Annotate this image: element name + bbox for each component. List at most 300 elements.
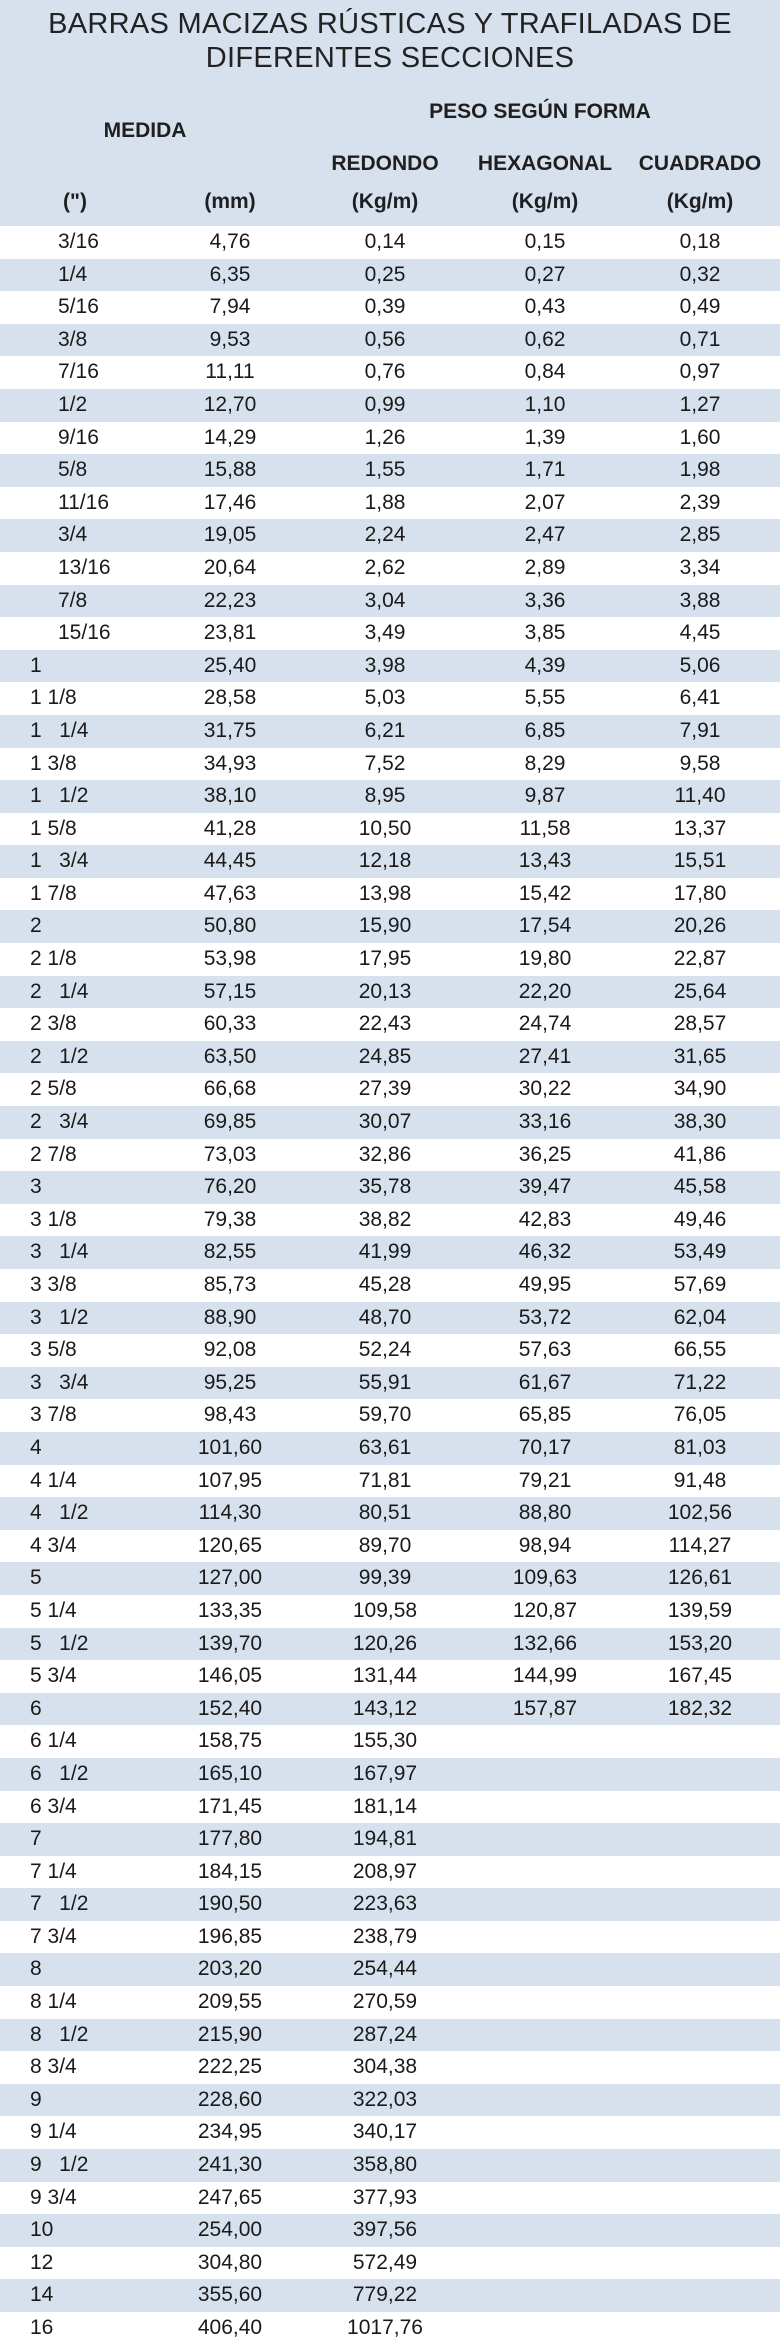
cell-mm: 95,25 [203,1370,257,1394]
table-title-line-2: DIFERENTES SECCIONES [205,42,575,74]
cell-redondo: 287,24 [352,2022,418,2046]
table-row [0,1465,780,1498]
cell-cuadrado: 17,80 [673,881,727,905]
cell-redondo: 238,79 [352,1924,418,1948]
cell-inches: 5 1/4 [30,1598,77,1622]
cell-mm: 152,40 [197,1696,263,1720]
cell-mm: 47,63 [203,881,257,905]
cell-inches: 1 7/8 [30,881,77,905]
cell-inches: 9 1/2 [30,2153,89,2177]
unit-kgm-cuadrado-header: (Kg/m) [666,190,734,213]
cell-inches: 8 1/2 [30,2022,89,2046]
cell-cuadrado: 2,39 [679,490,721,514]
cell-inches: 15/16 [58,621,111,645]
cell-cuadrado: 5,06 [679,653,721,677]
cell-hexagonal: 8,29 [524,751,566,775]
cell-cuadrado: 0,71 [679,327,721,351]
cell-inches: 4 [30,1435,42,1459]
cell-cuadrado: 7,91 [679,718,721,742]
cell-hexagonal: 17,54 [518,914,572,938]
table-row [0,748,780,781]
cell-mm: 85,73 [203,1273,257,1296]
cell-redondo: 572,49 [352,2250,418,2274]
cell-inches: 5 [30,1566,42,1590]
cell-mm: 222,25 [197,2055,263,2079]
cell-mm: 247,65 [197,2185,263,2209]
cell-redondo: 3,98 [364,653,406,677]
cell-redondo: 1017,76 [347,2316,423,2339]
cell-redondo: 1,88 [364,490,406,514]
cell-cuadrado: 1,27 [679,392,721,416]
medida-header: MEDIDA [103,119,187,142]
cell-inches: 5/8 [58,458,88,482]
cell-mm: 215,90 [197,2022,263,2046]
table-row [0,389,780,422]
cell-mm: 15,88 [203,458,257,482]
table-row [0,813,780,846]
cell-inches: 9 1/4 [30,2120,77,2144]
cell-redondo: 35,78 [358,1175,412,1199]
cell-inches: 9 3/4 [30,2185,77,2209]
table-row [0,1986,780,2019]
cell-hexagonal: 65,85 [518,1403,572,1427]
cell-cuadrado: 126,61 [667,1566,733,1590]
cell-hexagonal: 0,62 [524,327,566,351]
cell-redondo: 0,99 [364,392,406,416]
cell-redondo: 3,04 [364,588,406,612]
cell-cuadrado: 28,57 [673,1012,727,1036]
table-row [0,1562,780,1595]
cell-mm: 98,43 [203,1403,257,1427]
cell-cuadrado: 167,45 [667,1664,733,1688]
cell-mm: 60,33 [203,1012,257,1036]
cell-inches: 4 1/2 [30,1501,89,1525]
cell-cuadrado: 2,85 [679,523,721,547]
table-row [0,1171,780,1204]
cell-hexagonal: 4,39 [524,653,566,677]
cell-hexagonal: 0,15 [524,230,566,253]
cell-cuadrado: 57,69 [673,1273,727,1296]
cell-hexagonal: 0,84 [524,360,566,384]
table-row [0,2247,780,2280]
cell-redondo: 10,50 [358,816,412,840]
table-row [0,1497,780,1530]
table-row [0,1432,780,1465]
table-row [0,2279,780,2312]
cell-hexagonal: 30,22 [518,1077,572,1101]
cell-mm: 20,64 [203,555,257,579]
table-row [0,617,780,650]
cell-inches: 1 3/4 [30,849,89,873]
cell-hexagonal: 0,27 [524,262,566,286]
cell-hexagonal: 13,43 [518,849,572,873]
cell-inches: 3/8 [58,327,88,351]
cell-redondo: 1,55 [364,458,406,482]
cell-mm: 139,70 [197,1631,263,1655]
table-row [0,1302,780,1335]
cell-mm: 165,10 [197,1761,263,1785]
cell-inches: 3/4 [58,523,88,547]
cell-cuadrado: 0,32 [679,262,721,286]
cell-redondo: 63,61 [358,1435,412,1459]
cell-hexagonal: 132,66 [512,1631,578,1655]
table-row [0,1791,780,1824]
cell-redondo: 2,24 [364,523,406,547]
cell-mm: 57,15 [203,979,257,1003]
table-row [0,585,780,618]
cell-hexagonal: 98,94 [518,1533,572,1557]
peso-segun-forma-header: PESO SEGÚN FORMA [429,100,651,123]
cell-redondo: 0,56 [364,327,406,351]
cell-mm: 196,85 [197,1924,263,1948]
cell-inches: 4 3/4 [30,1533,77,1557]
cell-redondo: 304,38 [352,2055,418,2079]
table-row [0,1628,780,1661]
cell-redondo: 71,81 [358,1468,412,1492]
cell-hexagonal: 5,55 [524,686,566,710]
cell-inches: 3/16 [58,230,99,253]
cell-inches: 7 3/4 [30,1924,77,1948]
table-row [0,1008,780,1041]
cell-inches: 3 3/8 [30,1273,77,1296]
table-row [0,2116,780,2149]
cell-cuadrado: 45,58 [673,1175,727,1199]
cell-cuadrado: 0,18 [679,230,721,253]
cell-cuadrado: 13,37 [673,816,727,840]
cell-redondo: 0,25 [364,262,406,286]
cell-inches: 1 5/8 [30,816,77,840]
cell-inches: 5/16 [58,295,99,319]
cell-cuadrado: 66,55 [673,1338,727,1362]
table-row [0,1236,780,1269]
table-row [0,2019,780,2052]
cell-mm: 190,50 [197,1892,263,1916]
table-header [0,0,780,226]
cell-mm: 6,35 [209,262,251,286]
cell-mm: 209,55 [197,1990,263,2014]
cell-redondo: 322,03 [352,2087,418,2111]
cell-mm: 76,20 [203,1175,257,1199]
table-row [0,2051,780,2084]
cell-hexagonal: 2,47 [524,523,566,547]
cell-hexagonal: 46,32 [518,1240,572,1264]
cell-cuadrado: 114,27 [668,1533,732,1557]
unit-kgm-redondo-header: (Kg/m) [351,190,419,213]
table-row [0,976,780,1009]
cell-inches: 2 1/2 [30,1044,89,1068]
cell-redondo: 45,28 [358,1273,412,1296]
cell-redondo: 270,59 [352,1990,418,2014]
cell-inches: 6 3/4 [30,1794,77,1818]
cell-mm: 7,94 [209,295,251,319]
cell-inches: 2 5/8 [30,1077,77,1101]
cell-cuadrado: 31,65 [673,1044,727,1068]
table-body [0,226,780,2345]
cell-cuadrado: 91,48 [673,1468,727,1492]
cell-inches: 1 1/8 [30,686,77,710]
table-row [0,1073,780,1106]
cell-mm: 4,76 [209,230,251,253]
cell-redondo: 340,17 [352,2120,418,2144]
cell-hexagonal: 9,87 [524,784,566,808]
cell-redondo: 24,85 [358,1044,412,1068]
cell-hexagonal: 2,07 [524,490,566,514]
cell-hexagonal: 6,85 [524,718,566,742]
table-row [0,845,780,878]
cell-cuadrado: 9,58 [679,751,721,775]
cell-hexagonal: 109,63 [512,1566,578,1590]
cell-inches: 11/16 [58,490,109,514]
cell-hexagonal: 57,63 [518,1338,572,1362]
cell-cuadrado: 25,64 [673,979,727,1003]
table-row [0,519,780,552]
cell-mm: 69,85 [203,1110,257,1134]
table-row [0,1399,780,1432]
cell-hexagonal: 22,20 [518,979,572,1003]
cell-inches: 3 1/8 [30,1207,77,1231]
cell-mm: 114,30 [198,1501,262,1525]
cell-mm: 17,46 [203,490,257,514]
table-row [0,1204,780,1237]
table-row [0,1367,780,1400]
table-row [0,780,780,813]
cell-inches: 10 [30,2218,54,2242]
cell-hexagonal: 1,71 [524,458,566,482]
cell-redondo: 38,82 [358,1207,412,1231]
cell-redondo: 131,44 [352,1664,418,1688]
cell-mm: 177,80 [197,1827,263,1851]
table-row [0,1823,780,1856]
cell-redondo: 155,30 [352,1729,418,1753]
cell-mm: 23,81 [203,621,257,645]
table-row [0,2149,780,2182]
cell-redondo: 0,39 [364,295,406,319]
cell-hexagonal: 39,47 [518,1175,572,1199]
cell-mm: 11,11 [205,360,255,384]
cell-inches: 4 1/4 [30,1468,77,1492]
table-row [0,454,780,487]
table-row [0,291,780,324]
cell-cuadrado: 22,87 [673,947,727,971]
table-row [0,356,780,389]
table-row [0,878,780,911]
cell-cuadrado: 0,97 [679,360,721,384]
cell-inches: 7 1/2 [30,1892,89,1916]
cell-inches: 8 [30,1957,42,1981]
cell-inches: 1/2 [58,392,88,416]
cell-redondo: 5,03 [364,686,406,710]
cell-mm: 406,40 [197,2316,263,2339]
cell-inches: 2 3/8 [30,1012,77,1036]
cell-mm: 92,08 [203,1338,257,1362]
cell-hexagonal: 120,87 [512,1598,578,1622]
cell-cuadrado: 53,49 [673,1240,727,1264]
cell-mm: 44,45 [203,849,257,873]
cell-inches: 9 [30,2087,42,2111]
cell-inches: 1 1/4 [30,718,89,742]
cell-inches: 2 1/8 [30,947,77,971]
table-row [0,1758,780,1791]
cell-hexagonal: 42,83 [518,1207,572,1231]
table-row [0,1856,780,1889]
cell-mm: 14,29 [203,425,257,449]
cell-mm: 41,28 [203,816,257,840]
cell-redondo: 99,39 [358,1566,412,1590]
cell-mm: 133,35 [197,1598,263,1622]
table-row [0,2182,780,2215]
cell-inches: 1 1/2 [30,784,89,808]
cell-hexagonal: 49,95 [518,1273,572,1296]
cell-inches: 2 1/4 [30,979,89,1003]
cell-hexagonal: 144,99 [512,1664,578,1688]
cell-redondo: 12,18 [358,849,412,873]
cell-redondo: 80,51 [358,1501,412,1525]
cell-inches: 3 1/4 [30,1240,89,1264]
cell-inches: 5 1/2 [30,1631,89,1655]
table-row [0,1953,780,1986]
cell-cuadrado: 76,05 [673,1403,727,1427]
unit-mm-header: (mm) [204,190,256,213]
cell-redondo: 30,07 [358,1110,412,1134]
cell-mm: 9,53 [209,327,251,351]
cell-inches: 1/4 [58,262,88,286]
cell-inches: 13/16 [58,555,111,579]
cell-hexagonal: 11,58 [519,816,571,840]
cell-inches: 3 5/8 [30,1338,77,1362]
redondo-header: REDONDO [331,152,439,175]
table-row [0,1269,780,1302]
cell-cuadrado: 1,98 [679,458,721,482]
cell-redondo: 109,58 [352,1598,418,1622]
cell-cuadrado: 6,41 [679,686,721,710]
cell-hexagonal: 157,87 [512,1696,578,1720]
cell-redondo: 59,70 [358,1403,412,1427]
cell-cuadrado: 3,34 [679,555,721,579]
cell-redondo: 2,62 [364,555,406,579]
table-row [0,2084,780,2117]
cell-mm: 241,30 [197,2153,263,2177]
cell-mm: 53,98 [203,947,257,971]
cell-redondo: 20,13 [358,979,412,1003]
cell-inches: 7 [30,1827,42,1851]
unit-inches-header: (") [63,190,87,213]
cell-inches: 3 1/2 [30,1305,89,1329]
cell-mm: 234,95 [197,2120,263,2144]
cell-cuadrado: 15,51 [673,849,727,873]
cell-redondo: 120,26 [352,1631,418,1655]
cell-mm: 73,03 [203,1142,257,1166]
cell-redondo: 55,91 [358,1370,412,1394]
table-row [0,259,780,292]
cell-inches: 2 7/8 [30,1142,77,1166]
cell-mm: 101,60 [197,1435,263,1459]
table-row [0,715,780,748]
cell-redondo: 358,80 [352,2153,418,2177]
table-row [0,1530,780,1563]
table-row [0,1921,780,1954]
table-row [0,1888,780,1921]
cell-hexagonal: 27,41 [518,1044,572,1068]
cell-mm: 228,60 [197,2087,263,2111]
cell-redondo: 223,63 [352,1892,418,1916]
table-row [0,1660,780,1693]
cell-redondo: 143,12 [352,1696,418,1720]
cell-inches: 6 1/2 [30,1761,89,1785]
cell-cuadrado: 11,40 [674,784,726,808]
cell-mm: 28,58 [203,686,257,710]
cell-hexagonal: 61,67 [518,1370,572,1394]
cell-mm: 82,55 [203,1240,257,1264]
cell-hexagonal: 1,39 [524,425,566,449]
unit-kgm-hexagonal-header: (Kg/m) [511,190,579,213]
cell-mm: 31,75 [203,718,257,742]
table-row [0,1725,780,1758]
table-row [0,1334,780,1367]
cell-cuadrado: 102,56 [667,1501,733,1525]
cell-redondo: 48,70 [358,1305,412,1329]
cell-redondo: 254,44 [352,1957,418,1981]
cell-mm: 88,90 [203,1305,257,1329]
cell-mm: 38,10 [203,784,257,808]
cell-redondo: 167,97 [352,1761,418,1785]
cell-redondo: 7,52 [364,751,406,775]
cell-redondo: 27,39 [358,1077,412,1101]
cell-inches: 2 3/4 [30,1110,89,1134]
cell-cuadrado: 3,88 [679,588,721,612]
cell-inches: 7 1/4 [30,1859,77,1883]
table-row [0,943,780,976]
table-row [0,1106,780,1139]
cell-cuadrado: 34,90 [673,1077,727,1101]
cuadrado-header: CUADRADO [638,152,762,175]
cell-cuadrado: 139,59 [667,1598,733,1622]
cell-mm: 355,60 [197,2283,263,2307]
cell-inches: 3 [30,1175,42,1199]
cell-cuadrado: 62,04 [673,1305,727,1329]
cell-redondo: 32,86 [358,1142,412,1166]
table-row [0,650,780,683]
cell-inches: 6 1/4 [30,1729,77,1753]
cell-redondo: 8,95 [364,784,406,808]
cell-cuadrado: 20,26 [673,914,727,938]
cell-mm: 158,75 [197,1729,263,1753]
cell-redondo: 41,99 [358,1240,412,1264]
cell-cuadrado: 182,32 [667,1696,733,1720]
cell-redondo: 6,21 [364,718,406,742]
cell-inches: 9/16 [58,425,99,449]
cell-redondo: 397,56 [352,2218,418,2242]
cell-hexagonal: 3,85 [524,621,566,645]
cell-cuadrado: 49,46 [673,1207,727,1231]
cell-inches: 14 [30,2283,54,2307]
cell-redondo: 17,95 [358,947,412,971]
cell-hexagonal: 36,25 [518,1142,572,1166]
cell-hexagonal: 2,89 [524,555,566,579]
cell-mm: 120,65 [197,1533,263,1557]
cell-cuadrado: 153,20 [667,1631,733,1655]
cell-mm: 304,80 [197,2250,263,2274]
cell-inches: 8 1/4 [30,1990,77,2014]
cell-redondo: 52,24 [358,1338,412,1362]
cell-mm: 50,80 [203,914,257,938]
cell-hexagonal: 88,80 [518,1501,572,1525]
cell-redondo: 15,90 [358,914,412,938]
cell-inches: 7/8 [58,588,88,612]
hexagonal-header: HEXAGONAL [477,152,613,175]
cell-inches: 16 [30,2316,54,2339]
cell-redondo: 0,14 [364,230,406,253]
cell-redondo: 194,81 [352,1827,418,1851]
